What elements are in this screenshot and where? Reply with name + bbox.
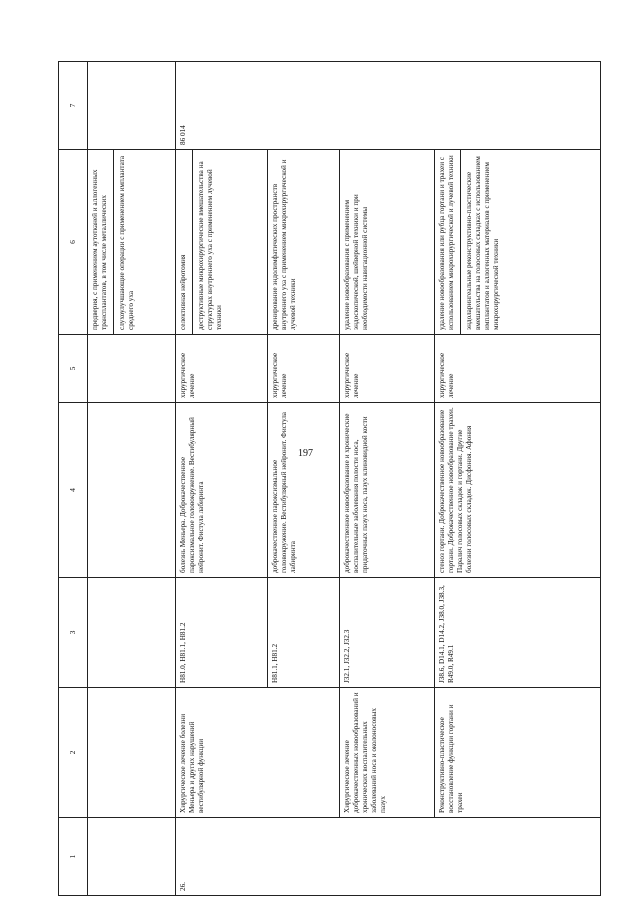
header-cell: 7 [59, 62, 88, 150]
rotated-table-sheet [58, 62, 601, 896]
treatment-type: хирургическое лечение [268, 335, 340, 403]
header-cell: 6 [59, 150, 88, 335]
treatment-methods [176, 150, 268, 335]
table-row [435, 62, 601, 896]
procedure-name: Хирургическое лечение болезни Меньера и других нарушений вестибулярной функции [176, 688, 340, 818]
procedure-name: Реконструктивно-пластическое восстановление функции гортани и трахеи [435, 688, 601, 818]
method-text: деструктивные микрохирургические вмешательства на структурах внутреннего уха с применением лучевой техники [192, 150, 224, 334]
table-row [340, 62, 435, 896]
procedures-table [58, 61, 601, 896]
patient-model: болезнь Меньера. Доброкачественное пароксизмальное головокружение. Вестибулярный нейронит. Фистула лабиринта [176, 403, 268, 578]
row-number [88, 818, 176, 896]
method-text: предверия, с применением аутотканей и аллогенных трансплантатов, в том числе металлических [91, 169, 108, 330]
diagnosis-codes: H81.0, H81.1, H81.2 [176, 578, 268, 688]
header-cell: 5 [59, 335, 88, 403]
cost-cell [88, 62, 176, 150]
treatment-type: хирургическое лечение [176, 335, 268, 403]
diagnosis-codes: J32.1, J32.2, J32.3 [340, 578, 435, 688]
treatment-methods [340, 150, 435, 335]
patient-model: стеноз гортани. Доброкачественное новообразование гортани. Доброкачественное новообразование трахеи. Паралич голосовых складок и гортани. Другие болезни голосовых складок. Дисфония. Афония [435, 403, 601, 578]
patient-model: доброкачественное пароксизмальное головокружение. Вестибулярный нейронит. Фистула лабиринта [268, 403, 340, 578]
method-text: эндоларингеальные реконструктивно-пластические вмешательства на голосовых складках с использованием имплантатов и аллогенных материалов с применением микрохирургической техники [460, 150, 501, 334]
table-row [88, 62, 176, 896]
procedure-name [88, 688, 176, 818]
method-text: слухоулучшающие операции с применением имплантата среднего уха [113, 150, 136, 334]
method-text: селективная нейротомия [179, 254, 187, 330]
table-row [176, 62, 268, 896]
diagnosis-codes: H81.1, H81.2 [268, 578, 340, 688]
diagnosis-codes [88, 578, 176, 688]
patient-model [88, 403, 176, 578]
header-cell: 3 [59, 578, 88, 688]
diagnosis-codes: J38.6, D14.1, D14.2, J38.0, J38.3, R49.0, R49.1 [435, 578, 601, 688]
treatment-methods [435, 150, 601, 335]
method-text: дренирование эндолимфатических пространств внутреннего уха с применением микрохирургической и лучевой техники [271, 159, 297, 330]
procedure-name: Хирургическое лечение доброкачественных новообразований и хронических воспалительных заболеваний носа и околоносовых пазух [340, 688, 435, 818]
method-text: удаление новообразования или рубца гортани и трахеи с использованием микрохирургической и лучевой техники [438, 155, 455, 330]
method-text: удаление новообразования с применением эндоскопической, шейверной техники и при необходимости навигационной системы [343, 194, 369, 330]
patient-model: доброкачественное новообразование и хронические воспалительные заболевания полости носа, придаточных пазух носа, пазух клиновидной кости [340, 403, 435, 578]
treatment-methods [88, 150, 176, 335]
row-number: 26. [176, 818, 601, 896]
header-row [59, 62, 88, 896]
cost-cell: 86 014 [176, 62, 601, 150]
header-cell: 4 [59, 403, 88, 578]
treatment-type: хирургическое лечение [340, 335, 435, 403]
treatment-methods [268, 150, 340, 335]
page-number: 197 [298, 448, 313, 459]
header-cell: 2 [59, 688, 88, 818]
header-cell: 1 [59, 818, 88, 896]
treatment-type [88, 335, 176, 403]
treatment-type: хирургическое лечение [435, 335, 601, 403]
